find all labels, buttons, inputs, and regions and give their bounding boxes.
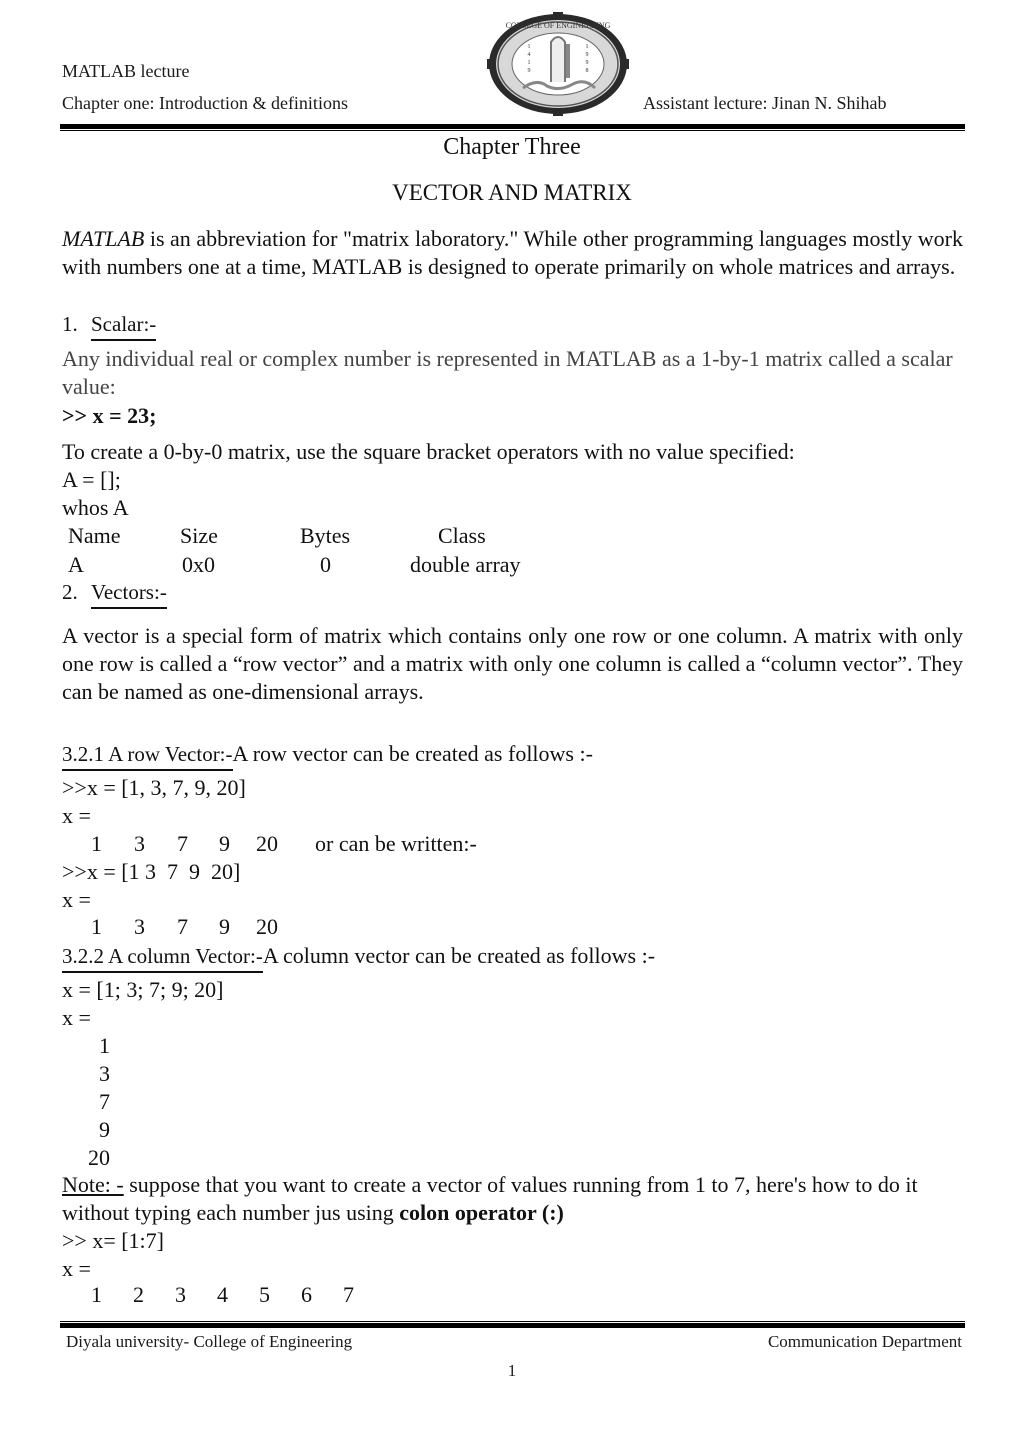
row-vector-alt-text: or can be written:- xyxy=(315,831,477,856)
svg-text:9: 9 xyxy=(527,68,531,74)
row-vector-output: 1 3 7 9 20 xyxy=(91,914,278,939)
svg-text:1: 1 xyxy=(527,44,531,50)
whos-header-size: Size xyxy=(180,523,218,548)
note-cmd: >> x= [1:7] xyxy=(62,1228,164,1253)
column-vector-heading: 3.2.2 A column Vector:- xyxy=(62,942,263,973)
header-rule xyxy=(60,124,965,132)
section1-heading: 1. Scalar:- xyxy=(62,310,156,341)
svg-text:1: 1 xyxy=(585,44,589,50)
footer-rule xyxy=(60,1321,965,1329)
empty-matrix-text: To create a 0-by-0 matrix, use the square bracket operators with no value specified: xyxy=(62,439,795,464)
header-lecturer: Assistant lecture: Jinan N. Shihab xyxy=(643,93,887,113)
whos-header-bytes: Bytes xyxy=(300,523,351,548)
footer-right: Communication Department xyxy=(767,1332,962,1351)
row-vector-output: 1 3 7 9 20 xyxy=(91,831,278,856)
header-course: MATLAB lecture xyxy=(62,61,190,81)
header-chapter-line: Chapter one: Introduction & definitions xyxy=(62,93,348,113)
column-value: 9 xyxy=(99,1117,110,1142)
whos-cell: 0 xyxy=(320,552,331,577)
intro-italic: MATLAB xyxy=(62,226,145,251)
scalar-description: Any individual real or complex number is represented in MATLAB as a 1-by-1 matrix called a scalar value: xyxy=(62,346,953,399)
column-vector-cmd: x = [1; 3; 7; 9; 20] xyxy=(62,977,224,1002)
column-vector-heading-line: 3.2.2 A column Vector:-A column vector can be created as follows :- xyxy=(62,942,655,973)
chapter-title: Chapter Three xyxy=(443,134,581,160)
row-vector-output-label: x = xyxy=(62,887,91,912)
column-value: 20 xyxy=(88,1145,110,1170)
note-label: Note: - xyxy=(62,1172,124,1197)
footer-left: Diyala university- College of Engineering xyxy=(66,1332,353,1351)
row-vector-cmd1: >>x = [1, 3, 7, 9, 20] xyxy=(62,775,246,800)
row-vector-cmd2: >>x = [1 3 7 9 20] xyxy=(62,859,241,884)
note-output: 1 2 3 4 5 6 7 xyxy=(91,1282,354,1307)
scalar-code: >> x = 23; xyxy=(62,403,157,428)
svg-text:4: 4 xyxy=(527,52,531,58)
row-vector-heading-line: 3.2.1 A row Vector:-A row vector can be created as follows :- xyxy=(62,740,593,771)
svg-text:9: 9 xyxy=(585,60,589,66)
column-value: 1 xyxy=(99,1033,110,1058)
whos-cell: double array xyxy=(410,552,521,577)
whos-header-name: Name xyxy=(68,523,121,548)
page-number: 1 xyxy=(507,1361,517,1380)
section2-heading: 2. Vectors:- xyxy=(62,578,167,609)
svg-text:1: 1 xyxy=(527,60,531,66)
section-title: VECTOR AND MATRIX xyxy=(392,180,632,205)
code-line: A = []; xyxy=(62,467,121,492)
note-paragraph: Note: - suppose that you want to create a vector of values running from 1 to 7, here's how to do it without typing each number jus using colon operator (:) xyxy=(62,1172,918,1225)
column-value: 3 xyxy=(99,1061,110,1086)
svg-text:9: 9 xyxy=(585,52,589,58)
svg-text:8: 8 xyxy=(585,68,589,74)
row-vector-output-label: x = xyxy=(62,803,91,828)
college-logo-icon xyxy=(487,12,629,116)
whos-cell: A xyxy=(68,552,84,577)
svg-text:COLLEGE OF ENGINEERING: COLLEGE OF ENGINEERING xyxy=(505,21,611,30)
column-value: 7 xyxy=(99,1089,110,1114)
note-bold: colon operator (:) xyxy=(399,1200,564,1225)
code-line: whos A xyxy=(62,495,129,520)
whos-cell: 0x0 xyxy=(182,552,215,577)
row-vector-heading: 3.2.1 A row Vector:- xyxy=(62,740,233,771)
note-output-label: x = xyxy=(62,1256,91,1281)
column-vector-output-label: x = xyxy=(62,1005,91,1030)
intro-paragraph: MATLAB is an abbreviation for "matrix laboratory." While other programming languages mostly work with numbers one at a time, MATLAB is designed to operate primarily on whole matrices and arrays. xyxy=(62,226,963,279)
vector-description: A vector is a special form of matrix which contains only one row or one column. A matrix with only one row is called a “row vector” and a matrix with only one column is called a “column vector”. They can be named as one-dimensional arrays. xyxy=(62,623,963,704)
whos-header-class: Class xyxy=(438,523,486,548)
